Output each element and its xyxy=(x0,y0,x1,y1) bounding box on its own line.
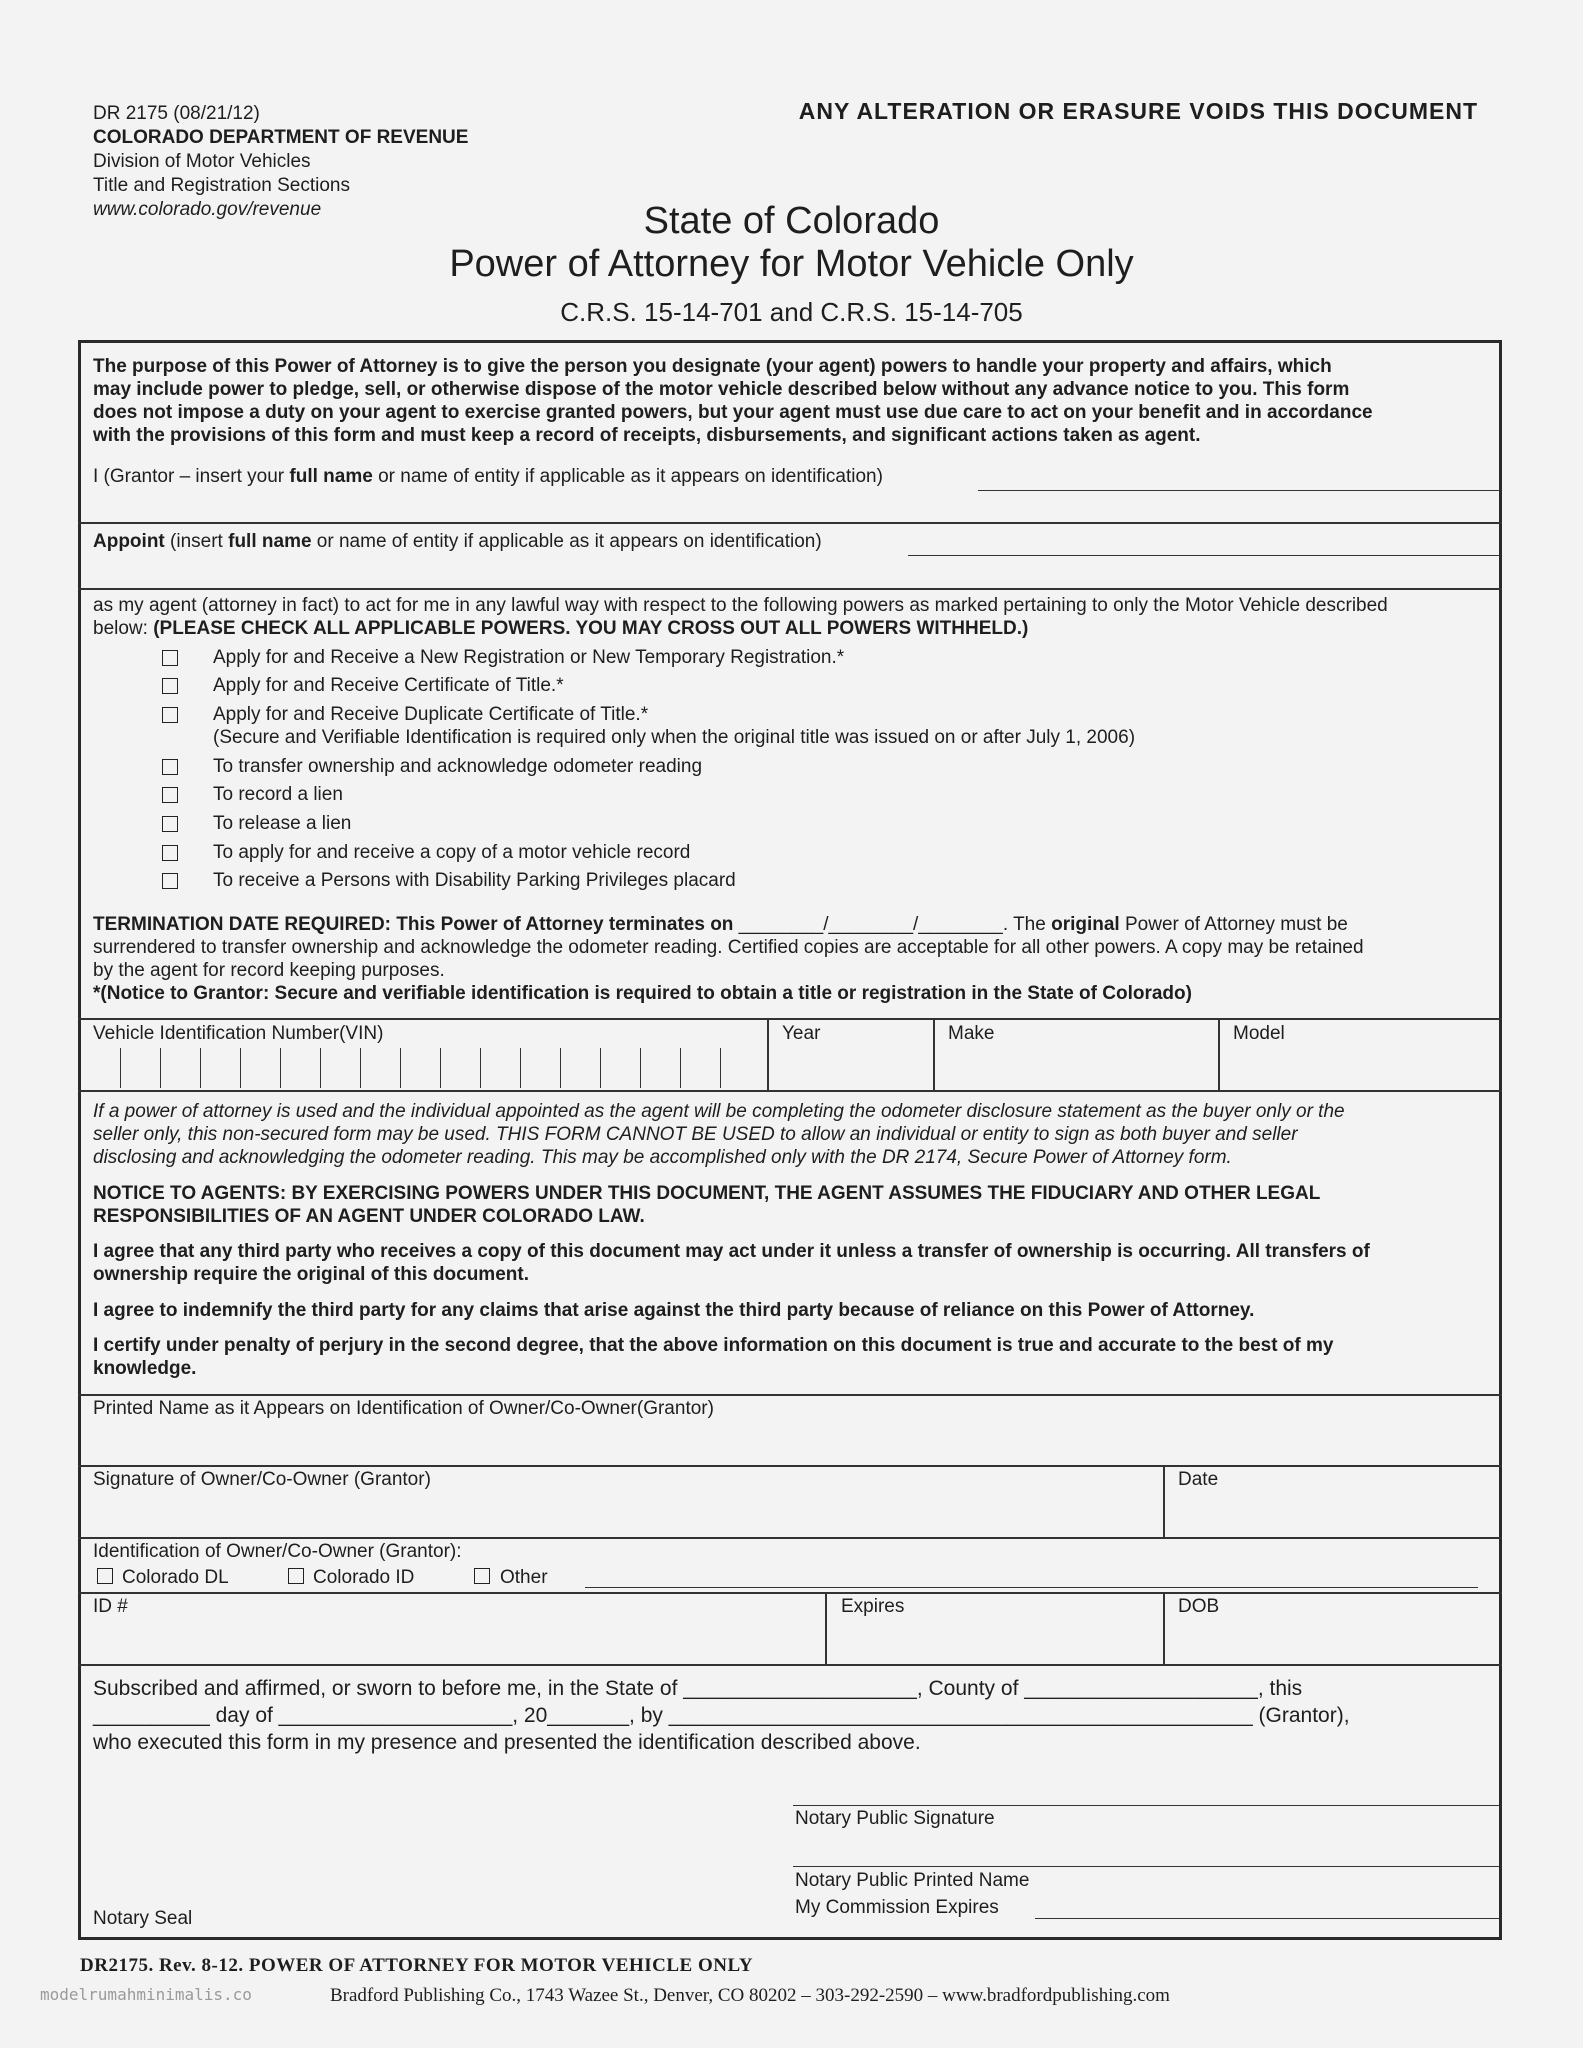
duplicate-title-note: (Secure and Verifiable Identification is required only when the original title was issued on or after July 1, 2006) xyxy=(213,727,1136,748)
divider xyxy=(78,1394,1502,1396)
dob-label: DOB xyxy=(1178,1596,1220,1617)
purpose-line: with the provisions of this form and must keep a record of receipts, disbursements, and significant actions taken as agent. xyxy=(93,425,1201,446)
power-label: To apply for and receive a copy of a motor vehicle record xyxy=(213,842,691,863)
purpose-paragraph xyxy=(93,355,1373,447)
termination-line: surrendered to transfer ownership and acknowledge the odometer reading. Certified copies are acceptable for all other powers. A copy may be retained xyxy=(93,937,1364,958)
vin-cell[interactable] xyxy=(160,1048,161,1088)
id-heading: Identification of Owner/Co-Owner (Grantor): xyxy=(93,1541,462,1562)
power-label: To record a lien xyxy=(213,784,343,805)
powers-instruction: (PLEASE CHECK ALL APPLICABLE POWERS. YOU MAY CROSS OUT ALL POWERS WITHHELD.) xyxy=(153,618,1029,639)
certify-line: knowledge. xyxy=(93,1358,197,1379)
title-document: Power of Attorney for Motor Vehicle Only xyxy=(449,243,1134,285)
appoint-bold: full name xyxy=(228,531,312,552)
expires-label: Expires xyxy=(841,1596,905,1617)
appoint-bold-label: Appoint xyxy=(93,531,165,552)
alteration-warning: ANY ALTERATION OR ERASURE VOIDS THIS DOCUMENT xyxy=(798,98,1478,124)
termination-heading: TERMINATION DATE REQUIRED: This Power of Attorney terminates on xyxy=(93,914,734,935)
vin-cell[interactable] xyxy=(560,1048,561,1088)
vin-cell[interactable] xyxy=(320,1048,321,1088)
vin-cell[interactable] xyxy=(600,1048,601,1088)
divider xyxy=(78,1592,1502,1594)
vin-cell[interactable] xyxy=(400,1048,401,1088)
vin-cell[interactable] xyxy=(480,1048,481,1088)
divider xyxy=(78,1018,1502,1020)
power-label: Apply for and Receive Certificate of Title.* xyxy=(213,675,564,696)
divider xyxy=(78,588,1502,590)
notary-signature-line[interactable] xyxy=(793,1805,1499,1806)
power-label: To receive a Persons with Disability Parking Privileges placard xyxy=(213,870,736,891)
purpose-line: does not impose a duty on your agent to exercise granted powers, but your agent must use due care to act on your benefit and in accordance xyxy=(93,402,1373,423)
make-label: Make xyxy=(948,1023,995,1044)
appoint-prefix: (insert xyxy=(164,531,229,552)
power-checkbox-vehicle-record[interactable] xyxy=(162,845,178,861)
notary-printed-name-label: Notary Public Printed Name xyxy=(795,1870,1030,1891)
divider xyxy=(78,1664,1502,1666)
vin-cell[interactable] xyxy=(200,1048,201,1088)
commission-expires-field[interactable] xyxy=(1035,1918,1499,1919)
year-label: Year xyxy=(782,1023,821,1044)
vin-cell[interactable] xyxy=(240,1048,241,1088)
odometer-note-line: If a power of attorney is used and the individual appointed as the agent will be completing the odometer disclosure statement as the buyer only or the xyxy=(93,1101,1345,1122)
divider xyxy=(825,1592,827,1664)
powers-intro-line: as my agent (attorney in fact) to act for me in any lawful way with respect to the following powers as marked pertaining to only the Motor Vehicle described xyxy=(93,595,1388,616)
power-label: To transfer ownership and acknowledge odometer reading xyxy=(213,756,703,777)
department-name: COLORADO DEPARTMENT OF REVENUE xyxy=(93,127,469,148)
termination-paragraph xyxy=(93,913,1493,1005)
notary-seal-label: Notary Seal xyxy=(93,1908,193,1929)
colorado-dl-label: Colorado DL xyxy=(122,1567,229,1588)
certify-statement xyxy=(93,1334,1333,1380)
vin-cell[interactable] xyxy=(720,1048,721,1088)
vin-cell[interactable] xyxy=(680,1048,681,1088)
sections-name: Title and Registration Sections xyxy=(93,175,350,196)
website-link[interactable]: www.colorado.gov/revenue xyxy=(93,199,322,220)
powers-intro-below: below: xyxy=(93,618,154,639)
division-name: Division of Motor Vehicles xyxy=(93,151,311,172)
form-number: DR 2175 (08/21/12) xyxy=(93,103,260,124)
notary-line: who executed this form in my presence and presented the identification described above. xyxy=(93,1731,921,1754)
grantor-name-field[interactable] xyxy=(978,490,1500,491)
appoint-suffix: or name of entity if applicable as it appears on identification) xyxy=(311,531,822,552)
odometer-note xyxy=(93,1100,1345,1169)
power-checkbox-release-lien[interactable] xyxy=(162,816,178,832)
vin-cell[interactable] xyxy=(280,1048,281,1088)
termination-original: original xyxy=(1051,914,1120,935)
title-statute: C.R.S. 15-14-701 and C.R.S. 15-14-705 xyxy=(560,297,1023,327)
appoint-label xyxy=(93,530,822,553)
colorado-dl-checkbox[interactable] xyxy=(97,1568,113,1584)
vin-label: Vehicle Identification Number(VIN) xyxy=(93,1023,384,1044)
title-state: State of Colorado xyxy=(643,200,940,242)
other-id-checkbox[interactable] xyxy=(474,1568,490,1584)
power-checkbox-record-lien[interactable] xyxy=(162,787,178,803)
divider xyxy=(78,1537,1502,1539)
notary-printed-name-line[interactable] xyxy=(793,1866,1499,1867)
notary-statement xyxy=(93,1675,1350,1756)
power-checkbox-new-registration[interactable] xyxy=(162,650,178,666)
third-party-agreement xyxy=(93,1240,1370,1286)
certify-line: I certify under penalty of perjury in the second degree, that the above information on this document is true and accurate to the best of my xyxy=(93,1335,1334,1356)
vin-cell[interactable] xyxy=(360,1048,361,1088)
agent-name-field[interactable] xyxy=(908,555,1500,556)
divider xyxy=(78,1465,1502,1467)
vin-cell[interactable] xyxy=(520,1048,521,1088)
powers-intro xyxy=(93,594,1388,640)
agent-notice xyxy=(93,1182,1320,1228)
divider xyxy=(933,1018,935,1090)
third-party-line: I agree that any third party who receives a copy of this document may act under it unless a transfer of ownership is occurring. All transfers of xyxy=(93,1241,1370,1262)
model-label: Model xyxy=(1233,1023,1285,1044)
purpose-line: may include power to pledge, sell, or otherwise dispose of the motor vehicle described below without any advance notice to you. This form xyxy=(93,379,1350,400)
termination-date-blanks[interactable]: ________/________/________. The xyxy=(733,914,1052,935)
divider xyxy=(1163,1592,1165,1664)
termination-line: by the agent for record keeping purposes. xyxy=(93,960,445,981)
grantor-suffix: or name of entity if applicable as it appears on identification) xyxy=(372,466,883,487)
power-label: Apply for and Receive Duplicate Certificate of Title.* xyxy=(213,704,649,725)
notary-signature-label: Notary Public Signature xyxy=(795,1808,995,1829)
watermark: modelrumahminimalis.co xyxy=(40,1985,252,2004)
signature-label: Signature of Owner/Co-Owner (Grantor) xyxy=(93,1469,431,1490)
vin-cell[interactable] xyxy=(640,1048,641,1088)
grantor-prefix: I (Grantor – insert your xyxy=(93,466,290,487)
divider xyxy=(1163,1465,1165,1537)
other-id-field[interactable] xyxy=(585,1587,1478,1588)
commission-expires-label: My Commission Expires xyxy=(795,1897,999,1918)
power-label: To release a lien xyxy=(213,813,352,834)
purpose-line: The purpose of this Power of Attorney is to give the person you designate (your agent) powers to handle your property and affairs, which xyxy=(93,356,1332,377)
odometer-note-line: disclosing and acknowledging the odometer reading. This may be accomplished only with the DR 2174, Secure Power of Attorney form. xyxy=(93,1147,1232,1168)
vin-cell[interactable] xyxy=(440,1048,441,1088)
footer-publisher: Bradford Publishing Co., 1743 Wazee St., Denver, CO 80202 – 303-292-2590 – www.bradfordpublishing.com xyxy=(330,1985,1170,2006)
power-checkbox-duplicate-title[interactable] xyxy=(162,707,178,723)
divider xyxy=(78,1090,1502,1092)
power-checkbox-disability-placard[interactable] xyxy=(162,873,178,889)
grantor-notice: *(Notice to Grantor: Secure and verifiable identification is required to obtain a title or registration in the State of Colorado) xyxy=(93,983,1192,1004)
colorado-id-checkbox[interactable] xyxy=(288,1568,304,1584)
agent-notice-line: NOTICE TO AGENTS: BY EXERCISING POWERS UNDER THIS DOCUMENT, THE AGENT ASSUMES THE FIDUCIARY AND OTHER LEGAL xyxy=(93,1183,1321,1204)
third-party-line: ownership require the original of this document. xyxy=(93,1264,529,1285)
notary-line: __________ day of ____________________, 20_______, by __________________________________________________ (Grantor), xyxy=(93,1704,1350,1727)
vin-cell[interactable] xyxy=(120,1048,121,1088)
power-label: Apply for and Receive a New Registration or New Temporary Registration.* xyxy=(213,647,845,668)
date-label: Date xyxy=(1178,1469,1219,1490)
agent-notice-line: RESPONSIBILITIES OF AN AGENT UNDER COLORADO LAW. xyxy=(93,1206,645,1227)
colorado-id-label: Colorado ID xyxy=(313,1567,415,1588)
divider xyxy=(78,522,1502,524)
divider xyxy=(767,1018,769,1090)
other-id-label: Other xyxy=(500,1567,548,1588)
printed-name-label: Printed Name as it Appears on Identification of Owner/Co-Owner(Grantor) xyxy=(93,1398,714,1419)
notary-line: Subscribed and affirmed, or sworn to before me, in the State of ____________________, County of ____________________, this xyxy=(93,1677,1303,1700)
footer-form-id: DR2175. Rev. 8-12. POWER OF ATTORNEY FOR MOTOR VEHICLE ONLY xyxy=(80,1955,754,1976)
power-checkbox-transfer-ownership[interactable] xyxy=(162,759,178,775)
id-number-label: ID # xyxy=(93,1596,128,1617)
divider xyxy=(1218,1018,1220,1090)
grantor-label xyxy=(93,465,883,488)
power-checkbox-certificate-title[interactable] xyxy=(162,678,178,694)
odometer-note-line: seller only, this non-secured form may be used. THIS FORM CANNOT BE USED to allow an individual or entity to sign as both buyer and seller xyxy=(93,1124,1298,1145)
termination-rest: Power of Attorney must be xyxy=(1119,914,1348,935)
indemnify-statement: I agree to indemnify the third party for any claims that arise against the third party because of reliance on this Power of Attorney. xyxy=(93,1300,1255,1321)
grantor-bold: full name xyxy=(289,466,373,487)
